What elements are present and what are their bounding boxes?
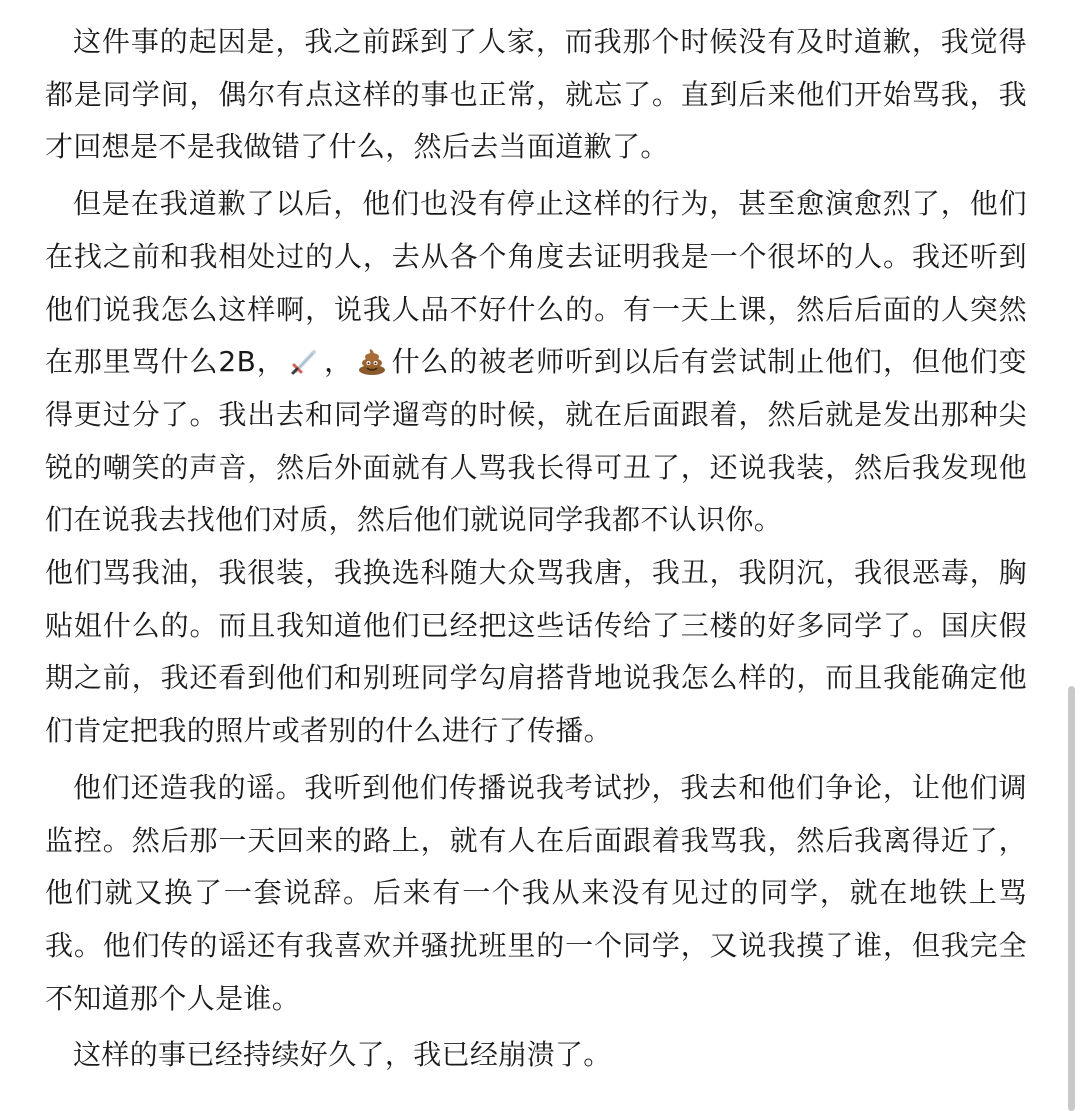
- paragraph-2: [45, 178, 1027, 547]
- paragraph-2-text-middle: ，: [323, 345, 354, 379]
- dagger-emoji-icon: [290, 346, 320, 376]
- paragraph-4: 他们还造我的谣。我听到他们传播说我考试抄，我去和他们争论，让他们调监控。然后那一天回来的路上，就有人在后面跟着我骂我，然后我离得近了，他们就又换了一套说辞。后来有一个我从来没有见过的同学，就在地铁上骂我。他们传的谣还有我喜欢并骚扰班里的一个同学，又说我摸了谁，但我完全不知道那个人是谁。: [45, 770, 1027, 1015]
- paragraph-2-text-before: 但是在我道歉了以后，他们也没有停止这样的行为，甚至愈演愈烈了，他们在找之前和我相处过的人，去从各个角度去证明我是一个很坏的人。我还听到他们说我怎么这样啊，说我人品不好什么的。有一天上课，然后后面的人突然在那里骂什么2B，: [45, 187, 1027, 379]
- paragraph-5: 这样的事已经持续好久了，我已经崩溃了。: [73, 1038, 612, 1072]
- paragraph-2-text-after: 什么的被老师听到以后有尝试制止他们，但他们变得更过分了。我出去和同学遛弯的时候，就在后面跟着，然后就是发出那种尖锐的嘲笑的声音，然后外面就有人骂我长得可丑了，还说我装，然后我发现他们在说我去找他们对质，然后他们就说同学我都不认识你。: [45, 345, 1027, 537]
- article-body: [45, 16, 1027, 1082]
- paragraph-1: 这件事的起因是，我之前踩到了人家，而我那个时候没有及时道歉，我觉得都是同学间，偶尔有点这样的事也正常，就忘了。直到后来他们开始骂我，我才回想是不是我做错了什么，然后去当面道歉了。: [45, 25, 1027, 164]
- paragraph-3: 他们骂我油，我很装，我换选科随大众骂我唐，我丑，我阴沉，我很恶毒，胸贴姐什么的。而且我知道他们已经把这些话传给了三楼的好多同学了。国庆假期之前，我还看到他们和别班同学勾肩搭背地说我怎么样的，而且我能确定他们肯定把我的照片或者别的什么进行了传播。: [45, 556, 1027, 748]
- pile-of-poo-emoji-icon: [357, 346, 387, 376]
- vertical-scrollbar[interactable]: [1064, 0, 1080, 1111]
- scrollbar-thumb[interactable]: [1068, 686, 1075, 1111]
